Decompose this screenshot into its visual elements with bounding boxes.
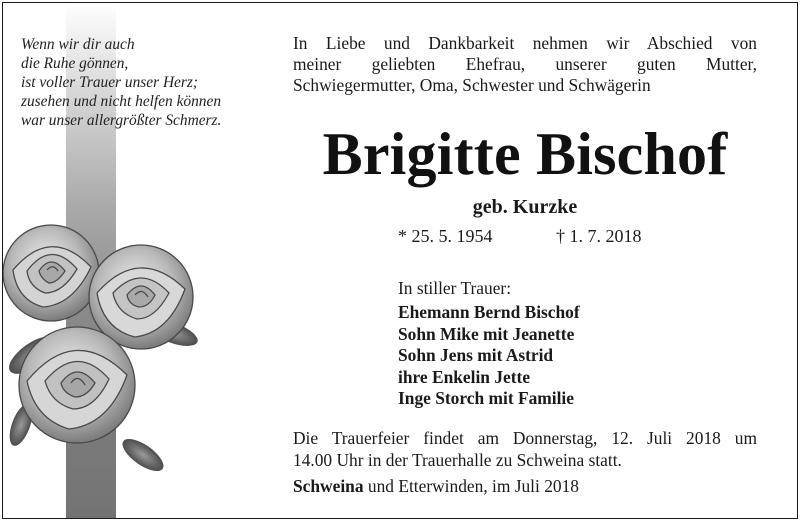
death-date: † 1. 7. 2018: [556, 226, 642, 246]
mourner-name: Ehemann Bernd Bischof: [398, 302, 580, 322]
service-line: 14.00 Uhr in der Trauerhalle zu Schweina statt.: [293, 450, 622, 470]
poem-line: die Ruhe gönnen,: [21, 55, 129, 72]
birth-date: * 25. 5. 1954: [398, 226, 493, 246]
poem-line: zusehen und nicht helfen können: [21, 93, 222, 110]
intro-line: In Liebe und Dankbarkeit nehmen wir Abschied von: [293, 33, 757, 53]
obituary-notice: [2, 2, 798, 519]
place-and-date: [293, 475, 579, 497]
place-town: Schweina: [293, 476, 364, 496]
mourner-name: Sohn Jens mit Astrid: [398, 345, 554, 365]
mourners-list: [398, 302, 580, 410]
place-rest: und Etterwinden, im Juli 2018: [363, 476, 579, 496]
intro-line: meiner geliebten Ehefrau, unserer guten Mutter,: [293, 54, 757, 74]
memorial-poem: [21, 35, 291, 130]
funeral-service-info: [293, 427, 757, 471]
poem-line: ist voller Trauer unser Herz;: [21, 74, 198, 91]
service-line: Die Trauerfeier findet am Donnerstag, 12. Juli 2018 um: [293, 428, 757, 448]
poem-line: war unser allergrößter Schmerz.: [21, 112, 222, 129]
intro-text: [293, 33, 757, 96]
mourners-intro: In stiller Trauer:: [398, 278, 512, 298]
mourner-name: Sohn Mike mit Jeanette: [398, 323, 575, 344]
mourner-name: Inge Storch mit Familie: [398, 388, 574, 408]
poem-line: Wenn wir dir auch: [21, 36, 135, 53]
roses-illustration: [3, 215, 203, 485]
maiden-name: geb. Kurzke: [472, 196, 578, 218]
deceased-name: Brigitte Bischof: [322, 121, 728, 187]
intro-line: Schwiegermutter, Oma, Schwester und Schwägerin: [293, 75, 651, 95]
mourner-name: ihre Enkelin Jette: [398, 366, 531, 387]
